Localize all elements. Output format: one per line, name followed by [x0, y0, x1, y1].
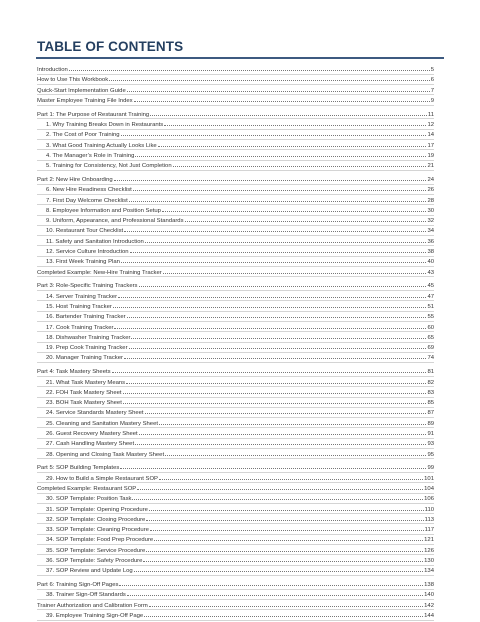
toc-subentry[interactable]	[37, 589, 434, 599]
toc-subentry[interactable]	[37, 342, 434, 352]
toc-entry-label: 8. Employee Information and Position Setup	[46, 207, 161, 214]
toc-entry-label: 1. Why Training Breaks Down in Restaurants	[46, 122, 164, 128]
toc-page-number: 28	[427, 197, 434, 204]
toc-subentry[interactable]	[37, 504, 434, 514]
toc-entry-label: Part 3: Role-Specific Training Trackers	[37, 283, 138, 290]
dot-leader	[109, 74, 430, 81]
dot-leader	[163, 267, 427, 274]
toc-entry-label: 27. Cash Handling Mastery Sheet	[46, 441, 135, 448]
toc-entry-label: 17. Cook Training Tracker	[46, 324, 114, 331]
toc-entry[interactable]	[37, 174, 434, 184]
toc-entry-label: 21. What Task Mastery Means	[46, 379, 126, 386]
toc-entry-label: 9. Uniform, Appearance, and Professional Standards	[46, 218, 184, 225]
toc-entry[interactable]	[37, 74, 434, 84]
dot-leader	[126, 377, 426, 384]
toc-subentry[interactable]	[37, 291, 434, 301]
toc-page-number: 5	[430, 67, 434, 73]
toc-page-number: 142	[424, 602, 434, 609]
toc-subentry[interactable]	[37, 195, 434, 205]
toc-page-number: 30	[427, 207, 434, 214]
toc-entry-label: 38. Trainer Sign-Off Standards	[46, 592, 126, 599]
toc-page-number: 60	[427, 324, 434, 331]
toc-subentry[interactable]	[37, 150, 434, 160]
toc-page-number: 55	[427, 314, 434, 321]
toc-page-number: 85	[427, 400, 434, 407]
toc-page-number: 81	[427, 369, 434, 376]
toc-entry-label: Part 4: Task Mastery Sheets	[37, 369, 111, 376]
toc-page-number: 69	[427, 345, 434, 352]
toc-page-number: 83	[427, 389, 434, 396]
toc-page-number: 9	[430, 97, 434, 104]
toc-entry-label: Part 5: SOP Building Templates	[37, 465, 120, 472]
toc-entry-label: Quick-Start Implementation Guide	[37, 87, 126, 94]
toc-entry-label: 4. The Manager’s Role in Training	[46, 152, 135, 159]
dot-leader	[113, 301, 427, 308]
toc-page-number: 134	[424, 568, 434, 575]
toc-entry[interactable]	[37, 267, 434, 277]
toc-subentry[interactable]	[37, 534, 434, 544]
toc-subentry[interactable]	[37, 225, 434, 235]
toc-entry-label: 12. Service Culture Introduction	[46, 248, 129, 255]
toc-page-number: 19	[427, 152, 434, 159]
toc-entry[interactable]	[37, 462, 434, 472]
dot-leader	[129, 342, 427, 349]
toc-page-number: 144	[424, 612, 434, 619]
toc-subentry[interactable]	[37, 140, 434, 150]
dot-leader	[112, 366, 427, 373]
toc-subentry[interactable]	[37, 418, 434, 428]
toc-subentry[interactable]	[37, 256, 434, 266]
toc-subentry[interactable]	[37, 524, 434, 534]
toc-subentry[interactable]	[37, 184, 434, 194]
toc-entry-label: 37. SOP Review and Update Log	[46, 568, 133, 575]
dot-leader	[118, 291, 426, 298]
toc-subentry[interactable]	[37, 397, 434, 407]
dot-leader	[127, 589, 423, 596]
toc-page-number: 24	[427, 177, 434, 183]
toc-page-number: 87	[427, 410, 434, 417]
toc-entry-label: Trainer Authorization and Calibration Form	[37, 602, 148, 609]
dot-leader	[139, 428, 427, 435]
toc-page-number: 74	[427, 355, 434, 362]
toc-entry-label: 39. Employee Training Sign-Off Page	[46, 612, 144, 619]
dot-leader	[114, 174, 427, 181]
dot-leader	[131, 332, 426, 339]
toc-entry-label: 36. SOP Template: Safety Procedure	[46, 557, 143, 564]
toc-page-number: 7	[430, 87, 434, 94]
toc-subentry[interactable]	[37, 449, 434, 459]
toc-page-number: 21	[427, 163, 434, 170]
toc-page-number: 65	[427, 334, 434, 341]
toc-entry[interactable]	[37, 64, 434, 74]
toc-entry-label: 2. The Cost of Poor Training	[46, 132, 120, 139]
toc-page-number: 126	[424, 547, 434, 554]
dot-leader	[127, 311, 427, 318]
dot-leader	[134, 565, 423, 572]
toc-page-number: 104	[424, 485, 434, 492]
dot-leader	[154, 534, 423, 541]
dot-leader	[139, 280, 427, 287]
toc-entry-label: 24. Service Standards Mastery Sheet	[46, 410, 144, 417]
dot-leader	[137, 483, 423, 490]
dot-leader	[121, 256, 427, 263]
toc-entry-label: 22. FOH Task Mastery Sheet	[46, 389, 122, 396]
dot-leader	[121, 129, 427, 136]
toc-page-number: 117	[424, 527, 434, 534]
toc-entry[interactable]	[37, 366, 434, 376]
toc-page-number: 82	[427, 379, 434, 386]
dot-leader	[158, 140, 427, 147]
toc-entry-label: 34. SOP Template: Food Prep Procedure	[46, 537, 154, 544]
toc-page-number: 89	[427, 420, 434, 427]
dot-leader	[144, 610, 423, 617]
dot-leader	[134, 95, 430, 102]
toc-subentry[interactable]	[37, 129, 434, 139]
toc-subentry[interactable]	[37, 332, 434, 342]
dot-leader	[150, 109, 427, 116]
dot-leader	[159, 473, 423, 480]
toc-page-number: 43	[427, 269, 434, 276]
toc-subentry[interactable]	[37, 377, 434, 387]
toc-subentry[interactable]	[37, 565, 434, 575]
toc-entry-label: 30. SOP Template: Position Task	[46, 496, 132, 503]
toc-page-number: 40	[427, 259, 434, 266]
dot-leader	[114, 322, 426, 329]
toc-subentry[interactable]	[37, 352, 434, 362]
toc-page-number: 47	[427, 293, 434, 300]
toc-entry-label: 13. First Week Training Plan	[46, 259, 120, 266]
dot-leader	[127, 85, 430, 92]
toc-subentry[interactable]	[37, 311, 434, 321]
toc-entry-label: 6. New Hire Readiness Checklist	[46, 187, 132, 194]
dot-leader	[129, 195, 427, 202]
toc-entry-label: Introduction	[37, 67, 68, 73]
toc-page-number: 26	[427, 187, 434, 194]
toc-subentry[interactable]	[37, 438, 434, 448]
toc-entry-label: 11. Safety and Sanitation Introduction	[46, 238, 144, 245]
toc-entry-label: 7. First Day Welcome Checklist	[46, 197, 128, 204]
dot-leader	[146, 514, 423, 521]
dot-leader	[146, 545, 423, 552]
toc-subentry[interactable]	[37, 514, 434, 524]
toc-entry[interactable]	[37, 280, 434, 290]
toc-page-number: 32	[427, 218, 434, 225]
toc-page-number: 34	[427, 228, 434, 235]
toc-list	[37, 64, 434, 620]
toc-page-number: 93	[427, 441, 434, 448]
toc-entry-label: Part 6: Training Sign-Off Pages	[37, 582, 119, 589]
toc-entry-label: 20. Manager Training Tracker	[46, 355, 123, 362]
toc-entry[interactable]	[37, 579, 434, 589]
toc-subentry[interactable]	[37, 610, 434, 620]
dot-leader	[164, 119, 426, 126]
dot-leader	[145, 236, 427, 243]
dot-leader	[135, 438, 426, 445]
toc-entry[interactable]	[37, 85, 434, 95]
toc-page-number: 99	[427, 465, 434, 472]
dot-leader	[149, 504, 424, 511]
dot-leader	[165, 449, 426, 456]
toc-entry-label: 19. Prep Cook Training Tracker	[46, 345, 128, 352]
page-title: TABLE OF CONTENTS	[37, 39, 184, 54]
dot-leader	[132, 493, 423, 500]
toc-entry-label: 16. Bartender Training Tracker	[46, 314, 126, 321]
toc-page-number: 45	[427, 283, 434, 290]
toc-entry-label: 32. SOP Template: Closing Procedure	[46, 516, 146, 523]
dot-leader	[124, 352, 426, 359]
dot-leader	[130, 246, 427, 253]
toc-entry[interactable]	[37, 600, 434, 610]
toc-entry-label: 18. Dishwasher Training Tracker	[46, 334, 131, 341]
toc-entry-label: Completed Example: Restaurant SOP	[37, 485, 137, 492]
toc-page-number: 91	[427, 430, 434, 437]
toc-page-number: 12	[427, 122, 434, 128]
toc-subentry[interactable]	[37, 555, 434, 565]
toc-page-number: 113	[424, 516, 434, 523]
toc-page-number: 95	[427, 451, 434, 458]
toc-subentry[interactable]	[37, 428, 434, 438]
dot-leader	[143, 555, 423, 562]
toc-page-number: 14	[427, 132, 434, 139]
toc-page-number: 138	[424, 582, 434, 589]
dot-leader	[119, 579, 423, 586]
dot-leader	[133, 184, 427, 191]
toc-page-number: 36	[427, 238, 434, 245]
toc-entry-label: Part 1: The Purpose of Restaurant Training	[37, 111, 150, 118]
toc-subentry[interactable]	[37, 387, 434, 397]
toc-entry-label: 14. Server Training Tracker	[46, 293, 118, 300]
toc-entry-label: Completed Example: New-Hire Training Tracker	[37, 269, 162, 276]
toc-page-number: 38	[427, 248, 434, 255]
dot-leader	[150, 524, 424, 531]
toc-subentry[interactable]	[37, 246, 434, 256]
toc-subentry[interactable]	[37, 205, 434, 215]
dot-leader	[123, 397, 427, 404]
toc-subentry[interactable]	[37, 407, 434, 417]
toc-entry-label: 5. Training for Consistency, Not Just Completion	[46, 163, 172, 170]
title-divider	[36, 57, 444, 59]
toc-entry-label: Part 2: New Hire Onboarding	[37, 177, 113, 183]
dot-leader	[123, 387, 427, 394]
toc-page-number: 106	[424, 496, 434, 503]
dot-leader	[173, 160, 427, 167]
toc-entry-label: 33. SOP Template: Cleaning Procedure	[46, 527, 149, 534]
toc-entry-label: 15. Host Training Tracker	[46, 303, 112, 310]
dot-leader	[120, 462, 426, 469]
dot-leader	[185, 215, 427, 222]
toc-page-number: 101	[424, 475, 434, 482]
toc-entry-label: 29. How to Build a Simple Restaurant SOP	[46, 475, 158, 482]
toc-entry-label: 26. Guest Recovery Mastery Sheet	[46, 430, 138, 437]
toc-entry-label: 31. SOP Template: Opening Procedure	[46, 506, 148, 513]
toc-entry-label: 23. BOH Task Mastery Sheet	[46, 400, 122, 407]
toc-subentry[interactable]	[37, 119, 434, 129]
toc-entry[interactable]	[37, 483, 434, 493]
toc-entry-label: 35. SOP Template: Service Procedure	[46, 547, 146, 554]
toc-entry-label: How to Use This Workbook	[37, 77, 109, 84]
toc-entry-label: 25. Cleaning and Sanitation Mastery Sheet	[46, 420, 158, 427]
toc-entry-label: Master Employee Training File Index	[37, 97, 133, 104]
toc-page-number: 51	[427, 303, 434, 310]
dot-leader	[149, 600, 423, 607]
toc-subentry[interactable]	[37, 473, 434, 483]
dot-leader	[162, 205, 427, 212]
dot-leader	[135, 150, 426, 157]
toc-entry[interactable]	[37, 109, 434, 119]
toc-page-number: 130	[424, 557, 434, 564]
toc-page-number: 6	[430, 77, 434, 84]
dot-leader	[159, 418, 426, 425]
toc-subentry[interactable]	[37, 160, 434, 170]
toc-subentry[interactable]	[37, 215, 434, 225]
dot-leader	[124, 225, 426, 232]
toc-entry-label: 3. What Good Training Actually Looks Like	[46, 142, 157, 149]
toc-subentry[interactable]	[37, 322, 434, 332]
toc-subentry[interactable]	[37, 545, 434, 555]
toc-page-number: 121	[424, 537, 434, 544]
toc-entry-label: 28. Opening and Closing Task Mastery Sheet	[46, 451, 165, 458]
toc-page-number: 17	[427, 142, 434, 149]
toc-entry[interactable]	[37, 95, 434, 105]
toc-page-number: 11	[427, 111, 434, 118]
dot-leader	[69, 64, 430, 71]
toc-entry-label: 10. Restaurant Tour Checklist	[46, 228, 124, 235]
toc-page-number: 110	[424, 506, 434, 513]
toc-page-number: 140	[424, 592, 434, 599]
toc-subentry[interactable]	[37, 301, 434, 311]
toc-subentry[interactable]	[37, 493, 434, 503]
toc-subentry[interactable]	[37, 236, 434, 246]
dot-leader	[145, 407, 427, 414]
